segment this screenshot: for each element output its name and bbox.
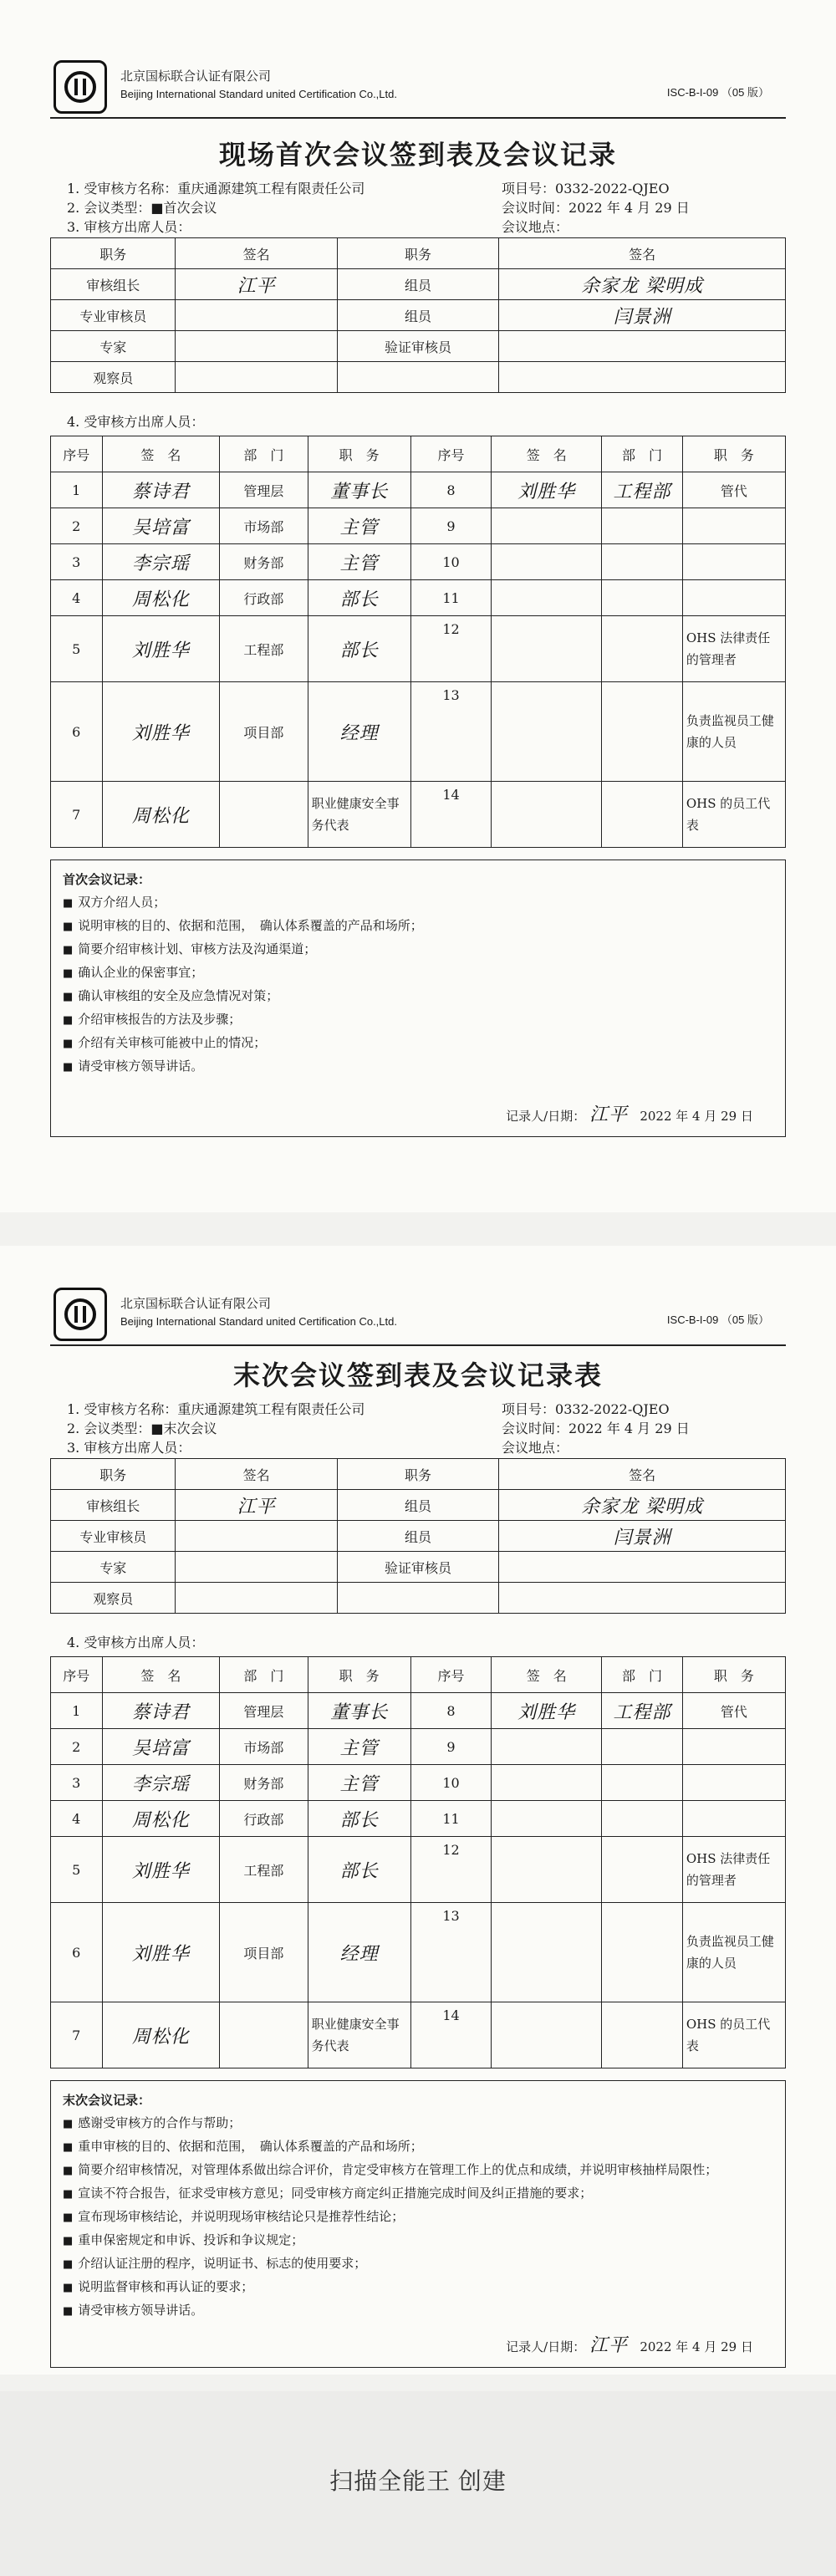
table-row: 6 刘胜华 项目部 经理 13 负责监视员工健康的人员 [51,1903,786,2002]
auditor-table [50,237,786,393]
company-name-en: Beijing International Standard united Certification Co.,Ltd. [120,88,397,100]
signature: 吴培富 [102,508,220,544]
header-divider [50,117,786,119]
client-attendee-table [50,1656,786,2068]
client-attendees-label: 4. 受审核方出席人员： [67,414,205,430]
scanner-brand: 扫描全能王 创建 [329,2468,507,2494]
list-item: ■ 重申审核的目的、依据和范围， 确认体系覆盖的产品和场所； [63,2135,773,2159]
signature: 江平 [176,1490,337,1521]
meeting-record [50,2080,786,2368]
list-item: ■ 简要介绍审核情况，对管理体系做出综合评价，肯定受审核方在管理工作上的优点和成绩，并说明审核抽样局限性； [63,2159,773,2182]
company-name-cn: 北京国标联合认证有限公司 [120,1296,272,1311]
meeting-info: 1. 受审核方名称：重庆通源建筑工程有限责任公司 项目号：0332-2022-QJEO 2. 会议类型：■首次会议 会议时间：2022 年 4 月 29 日 3. 审核方出席人员： 会议地点： [67,181,690,235]
table-row: 1 蔡诗君 管理层 董事长 8 刘胜华 工程部 管代 [51,1693,786,1729]
list-item: ■ 感谢受审核方的合作与帮助； [63,2112,773,2135]
meeting-time: 2022 年 4 月 29 日 [568,200,690,216]
signature: 蔡诗君 [102,472,220,508]
sheet-header [50,1246,786,1326]
signature: 周松化 [102,580,220,616]
table-row: 5 刘胜华 工程部 部长 12 OHS 法律责任的管理者 [51,1837,786,1903]
table-row: 3 李宗瑶 财务部 主管 10 [51,1765,786,1801]
list-item: ■ 介绍认证注册的程序，说明证书、标志的使用要求； [63,2252,773,2276]
signature: 刘胜华 [492,472,602,508]
meeting-place-label: 会议地点： [502,219,569,235]
record-date: 2022 年 4 月 29 日 [640,2339,753,2354]
last-meeting-sheet [0,1246,836,2375]
table-row: 2 吴培富 市场部 主管 9 [51,508,786,544]
recorder-signature: 江平 [589,2335,629,2356]
auditor-table [50,1458,786,1614]
list-item: ■ 介绍审核报告的方法及步骤； [63,1008,773,1032]
signature: 吴培富 [102,1729,220,1765]
signature: 余家龙 梁明成 [499,269,786,300]
list-item: ■ 介绍有关审核可能被中止的情况； [63,1032,773,1055]
meeting-place-label: 会议地点： [502,1440,569,1456]
table-header-row: 职务 签名 职务 签名 [51,238,786,269]
list-item: ■ 确认审核组的安全及应急情况对策； [63,985,773,1008]
meeting-info: 1. 受审核方名称：重庆通源建筑工程有限责任公司 项目号：0332-2022-QJEO 2. 会议类型：■末次会议 会议时间：2022 年 4 月 29 日 3. 审核方出席人员： 会议地点： [67,1401,690,1456]
record-title: 末次会议记录： [63,2093,151,2108]
record-title: 首次会议记录： [63,872,151,887]
list-item: ■ 简要介绍审核计划、审核方法及沟通渠道； [63,938,773,962]
signature: 周松化 [102,2002,220,2068]
signature: 余家龙 梁明成 [499,1490,786,1521]
signature: 江平 [176,269,337,300]
table-row: 专家 验证审核员 [51,1552,786,1583]
signature: 刘胜华 [492,1693,602,1729]
signature: 刘胜华 [102,616,220,682]
recorder-line: 记录人/日期： 江平 2022 年 4 月 29 日 [506,1104,753,1125]
list-item: ■ 请受审核方领导讲话。 [63,1055,773,1079]
client-attendees-label: 4. 受审核方出席人员： [67,1635,205,1650]
meeting-record [50,860,786,1137]
client-attendee-table [50,436,786,848]
scanner-footer [0,2391,836,2576]
meeting-type: ■首次会议 [150,200,217,216]
table-row: 观察员 [51,362,786,393]
list-item: ■ 重申保密规定和申诉、投诉和争议规定； [63,2229,773,2252]
signature: 闫景洲 [499,300,786,331]
list-item: ■ 说明审核的目的、依据和范围， 确认体系覆盖的产品和场所； [63,915,773,938]
form-code: ISC-B-I-09 （05 版） [666,1314,769,1326]
table-row: 6 刘胜华 项目部 经理 13 负责监视员工健康的人员 [51,682,786,782]
client-name: 重庆通源建筑工程有限责任公司 [177,1401,365,1417]
record-date: 2022 年 4 月 29 日 [640,1109,753,1124]
list-item: ■ 宣布现场审核结论，并说明现场审核结论只是推荐性结论； [63,2206,773,2229]
signature: 李宗瑶 [102,1765,220,1801]
table-row: 4 周松化 行政部 部长 11 [51,1801,786,1837]
table-row: 2 吴培富 市场部 主管 9 [51,1729,786,1765]
recorder-line: 记录人/日期： 江平 2022 年 4 月 29 日 [506,2335,753,2356]
list-item: ■ 请受审核方领导讲话。 [63,2299,773,2323]
meeting-time: 2022 年 4 月 29 日 [568,1421,690,1436]
company-name-cn: 北京国标联合认证有限公司 [120,69,272,84]
table-row: 专业审核员 组员 闫景洲 [51,300,786,331]
signature: 刘胜华 [102,1837,220,1903]
recorder-signature: 江平 [589,1104,629,1125]
header-divider [50,1344,786,1346]
signature: 闫景洲 [499,1521,786,1552]
project-number: 0332-2022-QJEO [555,1401,670,1417]
page-title: 现场首次会议签到表及会议记录 [218,139,617,171]
signature: 刘胜华 [102,682,220,782]
table-row: 7 周松化 职业健康安全事务代表 14 OHS 的员工代表 [51,2002,786,2068]
table-row: 审核组长 江平 组员 余家龙 梁明成 [51,269,786,300]
signature: 李宗瑶 [102,544,220,580]
table-header-row: 序号 签 名 部 门 职 务 序号 签 名 部 门 职 务 [51,436,786,472]
table-row: 4 周松化 行政部 部长 11 [51,580,786,616]
form-code: ISC-B-I-09 （05 版） [666,86,769,99]
company-logo-icon [54,60,107,114]
table-row: 1 蔡诗君 管理层 董事长 8 刘胜华 工程部 管代 [51,472,786,508]
list-item: ■ 确认企业的保密事宜； [63,962,773,985]
table-row: 专业审核员 组员 闫景洲 [51,1521,786,1552]
meeting-type: ■末次会议 [150,1421,217,1436]
company-logo-icon [54,1288,107,1341]
table-header-row: 职务 签名 职务 签名 [51,1459,786,1490]
table-row: 审核组长 江平 组员 余家龙 梁明成 [51,1490,786,1521]
table-row: 观察员 [51,1583,786,1614]
company-name-en: Beijing International Standard united Certification Co.,Ltd. [120,1315,397,1328]
signature: 周松化 [102,782,220,848]
table-row: 专家 验证审核员 [51,331,786,362]
page-title: 末次会议签到表及会议记录表 [232,1359,603,1391]
project-number: 0332-2022-QJEO [555,181,670,196]
signature: 刘胜华 [102,1903,220,2002]
list-item: ■ 说明监督审核和再认证的要求； [63,2276,773,2299]
list-item: ■ 双方介绍人员； [63,891,773,915]
first-meeting-sheet [0,0,836,1212]
table-header-row: 序号 签 名 部 门 职 务 序号 签 名 部 门 职 务 [51,1657,786,1693]
client-name: 重庆通源建筑工程有限责任公司 [177,181,365,196]
table-row: 3 李宗瑶 财务部 主管 10 [51,544,786,580]
signature: 蔡诗君 [102,1693,220,1729]
signature: 周松化 [102,1801,220,1837]
table-row: 7 周松化 职业健康安全事务代表 14 OHS 的员工代表 [51,782,786,848]
sheet-header [50,0,786,100]
table-row: 5 刘胜华 工程部 部长 12 OHS 法律责任的管理者 [51,616,786,682]
auditor-attendees-label: 3. 审核方出席人员： [67,1440,191,1456]
auditor-attendees-label: 3. 审核方出席人员： [67,219,191,235]
list-item: ■ 宣读不符合报告，征求受审核方意见；同受审核方商定纠正措施完成时间及纠正措施的要求； [63,2182,773,2206]
